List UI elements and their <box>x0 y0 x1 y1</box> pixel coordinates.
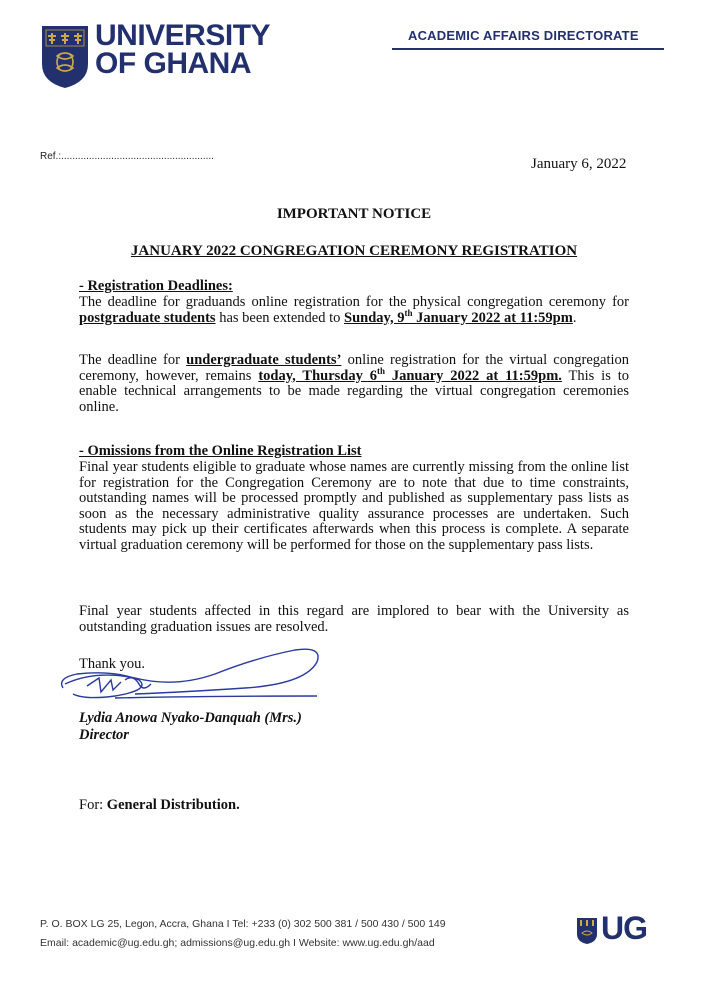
text-run: The deadline for <box>79 352 187 368</box>
university-name-line2: OF GHANA <box>95 47 251 80</box>
signer-title: Director <box>79 727 129 743</box>
text-run: has been extended to <box>215 309 345 326</box>
footer-crest-icon <box>576 917 598 945</box>
text-run: This is to enable technical arrangements to be made regarding the virtual congregation ceremonies online. <box>79 367 629 415</box>
text-run: . <box>572 309 577 326</box>
footer-ug-logo: UG <box>601 910 647 946</box>
emphasis-undergraduate: undergraduate students’ <box>186 352 342 368</box>
directorate-title: ACADEMIC AFFAIRS DIRECTORATE <box>408 28 639 43</box>
signature-image <box>55 640 325 706</box>
text-run: The deadline for graduands online registration for the physical congregation ceremony for <box>79 294 629 310</box>
paragraph-implore: Final year students affected in this regard are implored to bear with the University as outstanding graduation issues are resolved. <box>79 603 629 635</box>
emphasis-postgraduate: postgraduate students <box>79 309 216 326</box>
footer-address: P. O. BOX LG 25, Legon, Accra, Ghana I Tel: +233 (0) 302 500 381 / 500 430 / 500 149 <box>40 918 446 930</box>
emphasis-undergraduate-date <box>258 365 562 384</box>
text-run: January 2022 at 11:59pm <box>412 309 573 326</box>
subject-text: JANUARY 2022 CONGREGATION CEREMONY REGISTRATION <box>130 243 578 259</box>
reference-field: Ref.:....................................................... <box>40 151 214 162</box>
distribution-line <box>79 797 240 814</box>
text-run: January 2022 at 11:59pm. <box>384 367 562 384</box>
university-name <box>95 19 271 80</box>
section-heading-deadlines: - Registration Deadlines: <box>79 278 233 294</box>
university-crest-logo <box>40 24 90 90</box>
notice-title: IMPORTANT NOTICE <box>276 206 432 222</box>
text-run: Sunday, 9 <box>344 309 405 326</box>
text-run: online registration for the virtual congregation ceremony, however, remains <box>79 352 630 384</box>
signer-name: Lydia Anowa Nyako-Danquah (Mrs.) <box>79 710 302 726</box>
distribution-prefix: For: <box>79 797 107 813</box>
distribution-value: General Distribution. <box>106 797 240 813</box>
superscript: th <box>404 307 413 318</box>
subject-heading <box>0 243 708 260</box>
paragraph-omissions: Final year students eligible to graduate whose names are currently missing from the online list for registration for the Congregation Ceremony are to note that due to time constraints, outstanding names will be processed promptly and published as supplementary pass lists as soon as the necessary administrative quality assurance processes are undertaken. Such students may pick up their certificates afterwards when this process is complete. A separate virtual graduation ceremony will be performed for those on the supplementary pass lists. <box>79 459 629 553</box>
footer-contact: Email: academic@ug.edu.gh; admissions@ug.edu.gh I Website: www.ug.edu.gh/aad <box>40 937 435 949</box>
paragraph-undergraduate-deadline <box>79 353 629 415</box>
paragraph-postgraduate-deadline <box>79 295 629 326</box>
section-heading-omissions: - Omissions from the Online Registration List <box>79 443 362 459</box>
letter-date: January 6, 2022 <box>531 156 627 172</box>
closing-text: Thank you. <box>79 656 146 672</box>
text-run: today, Thursday 6 <box>258 367 377 384</box>
emphasis-postgraduate-date <box>344 307 573 326</box>
superscript: th <box>376 365 385 376</box>
university-name-line1: UNIVERSITY <box>95 19 271 52</box>
header-divider <box>392 48 664 50</box>
